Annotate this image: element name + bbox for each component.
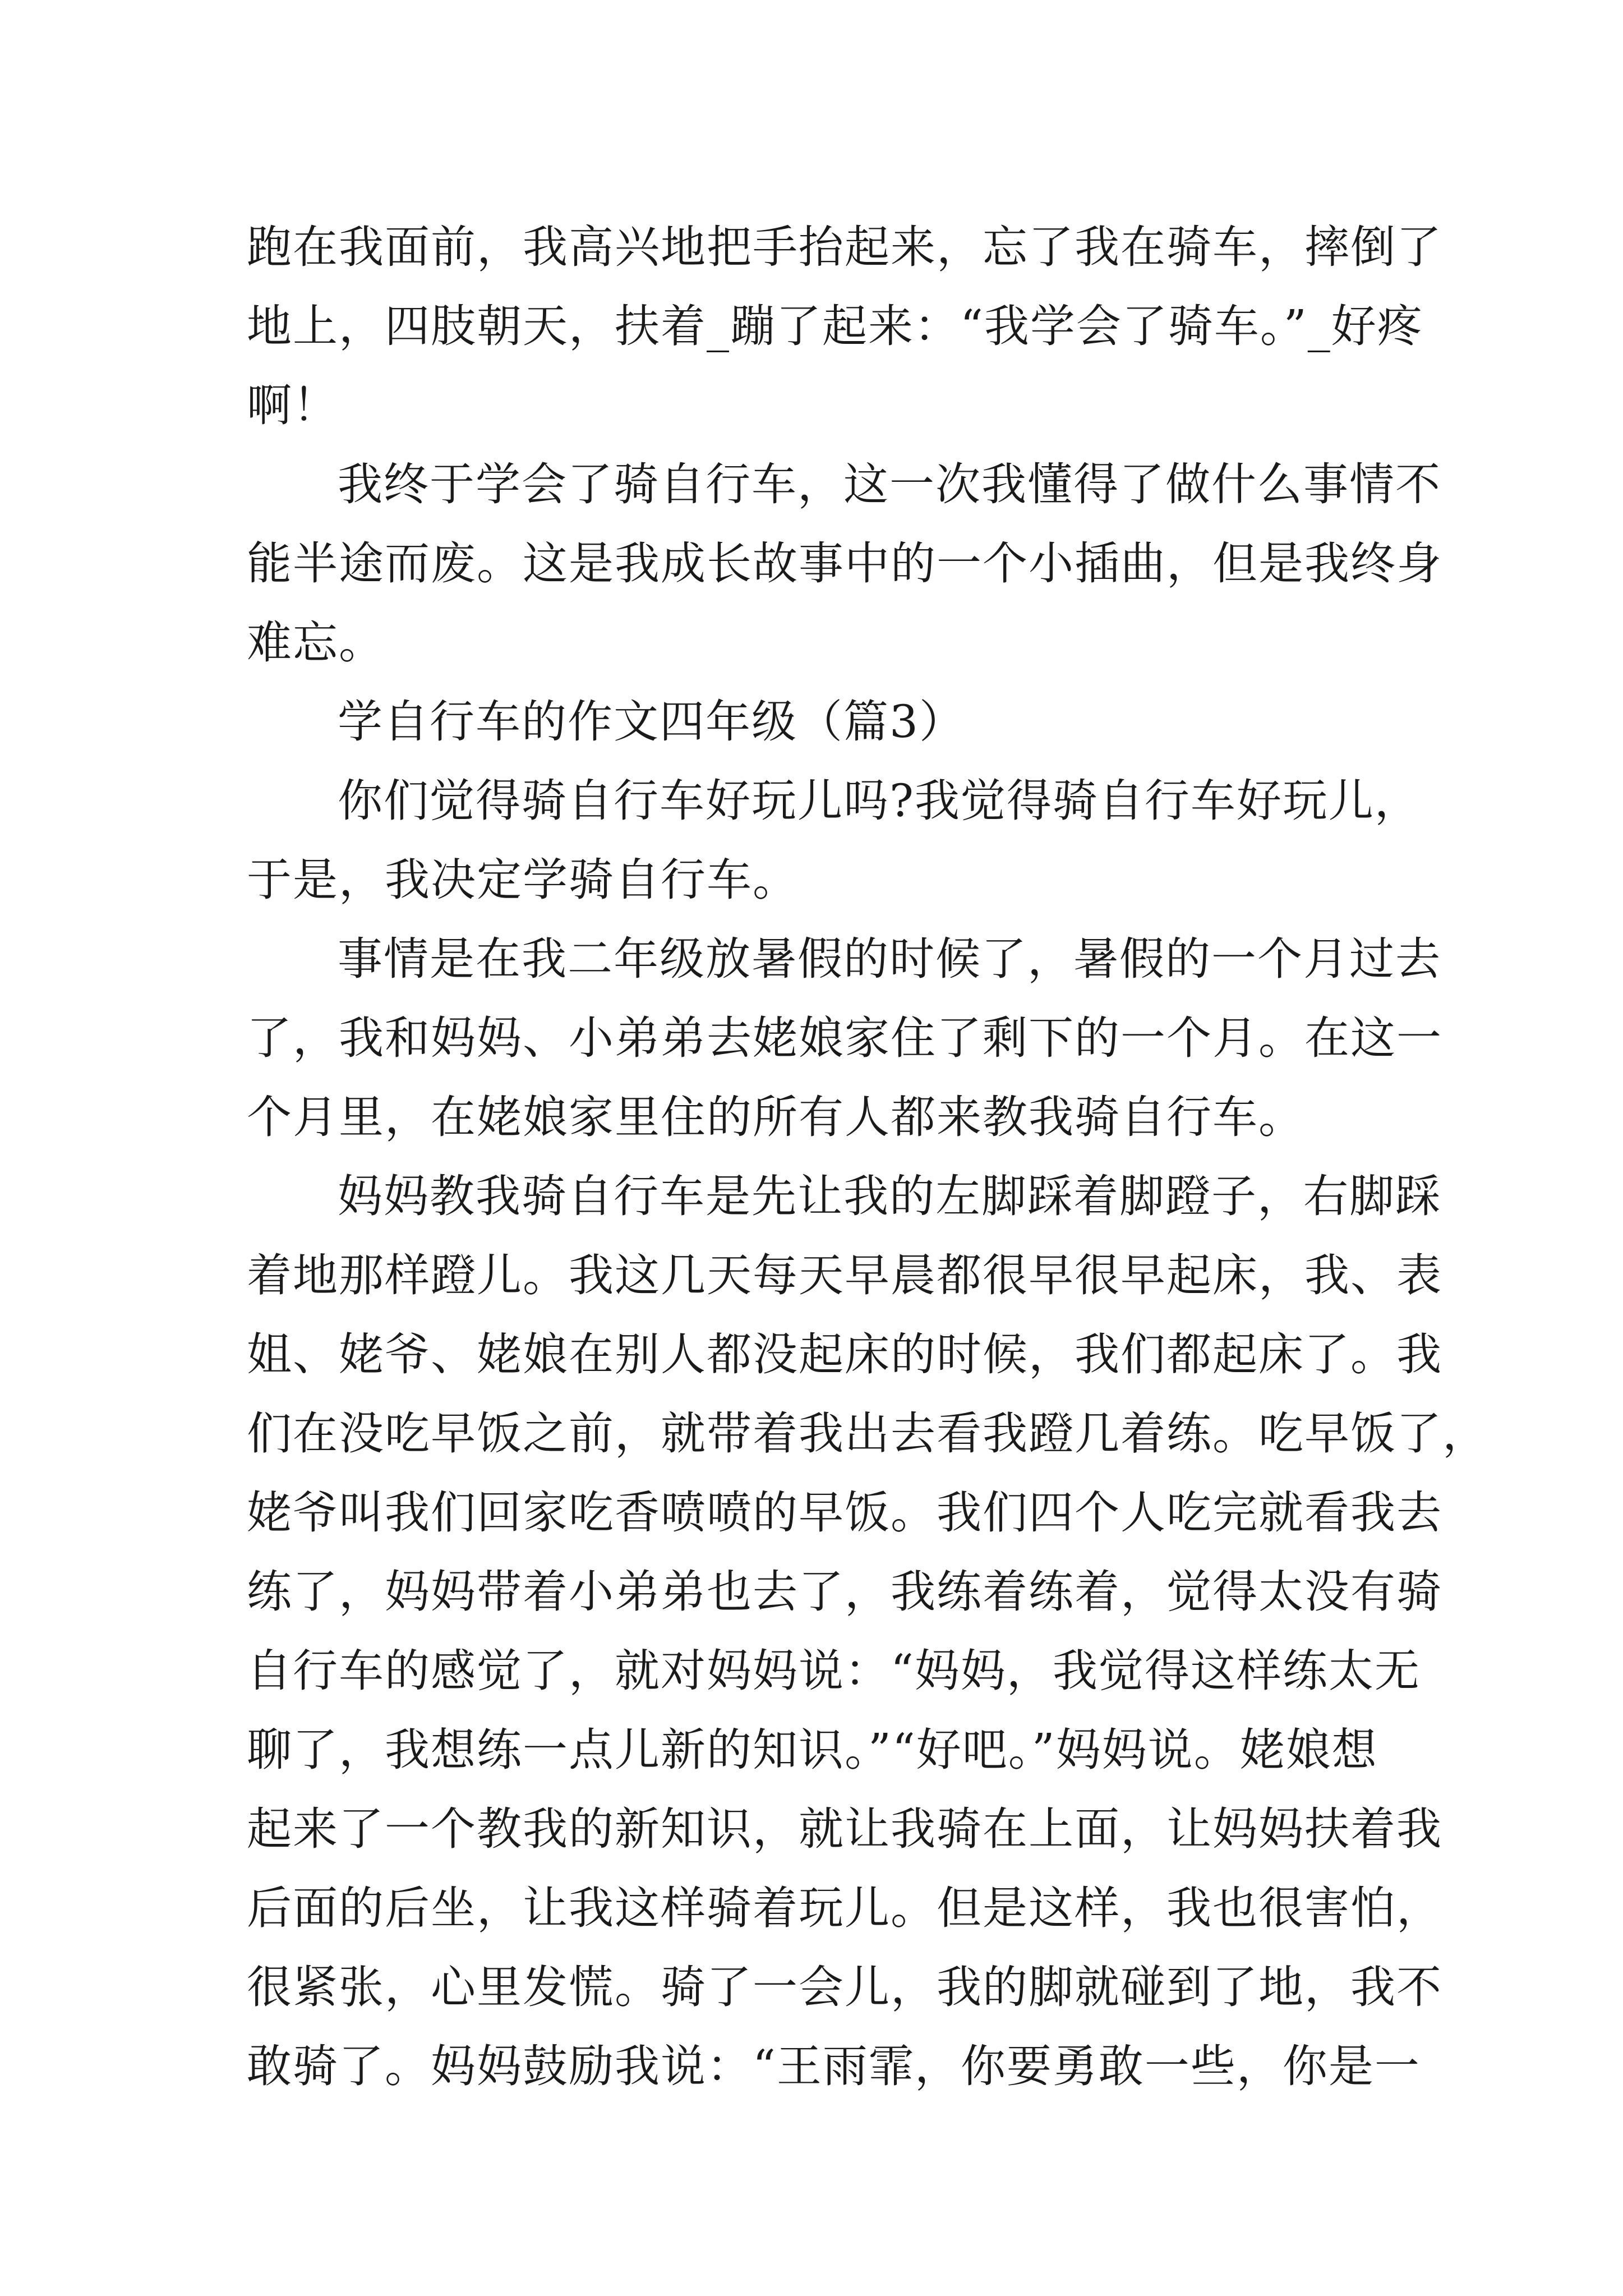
section-heading: 学自行车的作文四年级（篇3） xyxy=(338,696,965,748)
paragraph-start-line: 我终于学会了骑自行车，这一次我懂得了做什么事情不 xyxy=(338,458,1441,510)
text-line: 姐、姥爷、姥娘在别人都没起床的时候，我们都起床了。我 xyxy=(247,1328,1442,1381)
text-line: 后面的后坐，让我这样骑着玩儿。但是这样，我也很害怕， xyxy=(247,1882,1442,1934)
text-line: 练了，妈妈带着小弟弟也去了，我练着练着，觉得太没有骑 xyxy=(247,1566,1442,1618)
text-line: 难忘。 xyxy=(247,616,385,669)
text-line: 啊！ xyxy=(247,379,339,431)
paragraph-start-line: 你们觉得骑自行车好玩儿吗?我觉得骑自行车好玩儿， xyxy=(338,775,1421,827)
text-line: 了，我和妈妈、小弟弟去姥娘家住了剩下的一个月。在这一 xyxy=(247,1012,1442,1064)
text-line: 跑在我面前，我高兴地把手抬起来，忘了我在骑车，摔倒了 xyxy=(247,221,1442,273)
text-line: 于是，我决定学骑自行车。 xyxy=(247,854,799,906)
text-line: 姥爷叫我们回家吃香喷喷的早饭。我们四个人吃完就看我去 xyxy=(247,1487,1442,1539)
text-line: 们在没吃早饭之前，就带着我出去看我蹬几着练。吃早饭了， xyxy=(247,1407,1488,1460)
paragraph-start-line: 妈妈教我骑自行车是先让我的左脚踩着脚蹬子，右脚踩 xyxy=(338,1170,1441,1222)
paragraph-start-line: 事情是在我二年级放暑假的时候了，暑假的一个月过去 xyxy=(338,933,1441,985)
text-line: 自行车的感觉了，就对妈妈说：“妈妈，我觉得这样练太无 xyxy=(247,1645,1421,1697)
text-line: 地上，四肢朝天，扶着_蹦了起来：“我学会了骑车。”_好疼 xyxy=(247,300,1423,352)
text-line: 起来了一个教我的新知识，就让我骑在上面，让妈妈扶着我 xyxy=(247,1803,1442,1855)
text-line: 很紧张，心里发慌。骑了一会儿，我的脚就碰到了地，我不 xyxy=(247,1961,1442,2013)
text-line: 敢骑了。妈妈鼓励我说：“王雨霏，你要勇敢一些，你是一 xyxy=(247,2040,1421,2092)
body-text xyxy=(247,208,1488,2106)
text-line: 聊了，我想练一点儿新的知识。”“好吧。”妈妈说。姥娘想 xyxy=(247,1724,1378,1776)
text-line: 能半途而废。这是我成长故事中的一个小插曲，但是我终身 xyxy=(247,537,1442,590)
text-line: 着地那样蹬儿。我这几天每天早晨都很早很早起床，我、表 xyxy=(247,1249,1442,1301)
text-line: 个月里，在姥娘家里住的所有人都来教我骑自行车。 xyxy=(247,1091,1304,1143)
